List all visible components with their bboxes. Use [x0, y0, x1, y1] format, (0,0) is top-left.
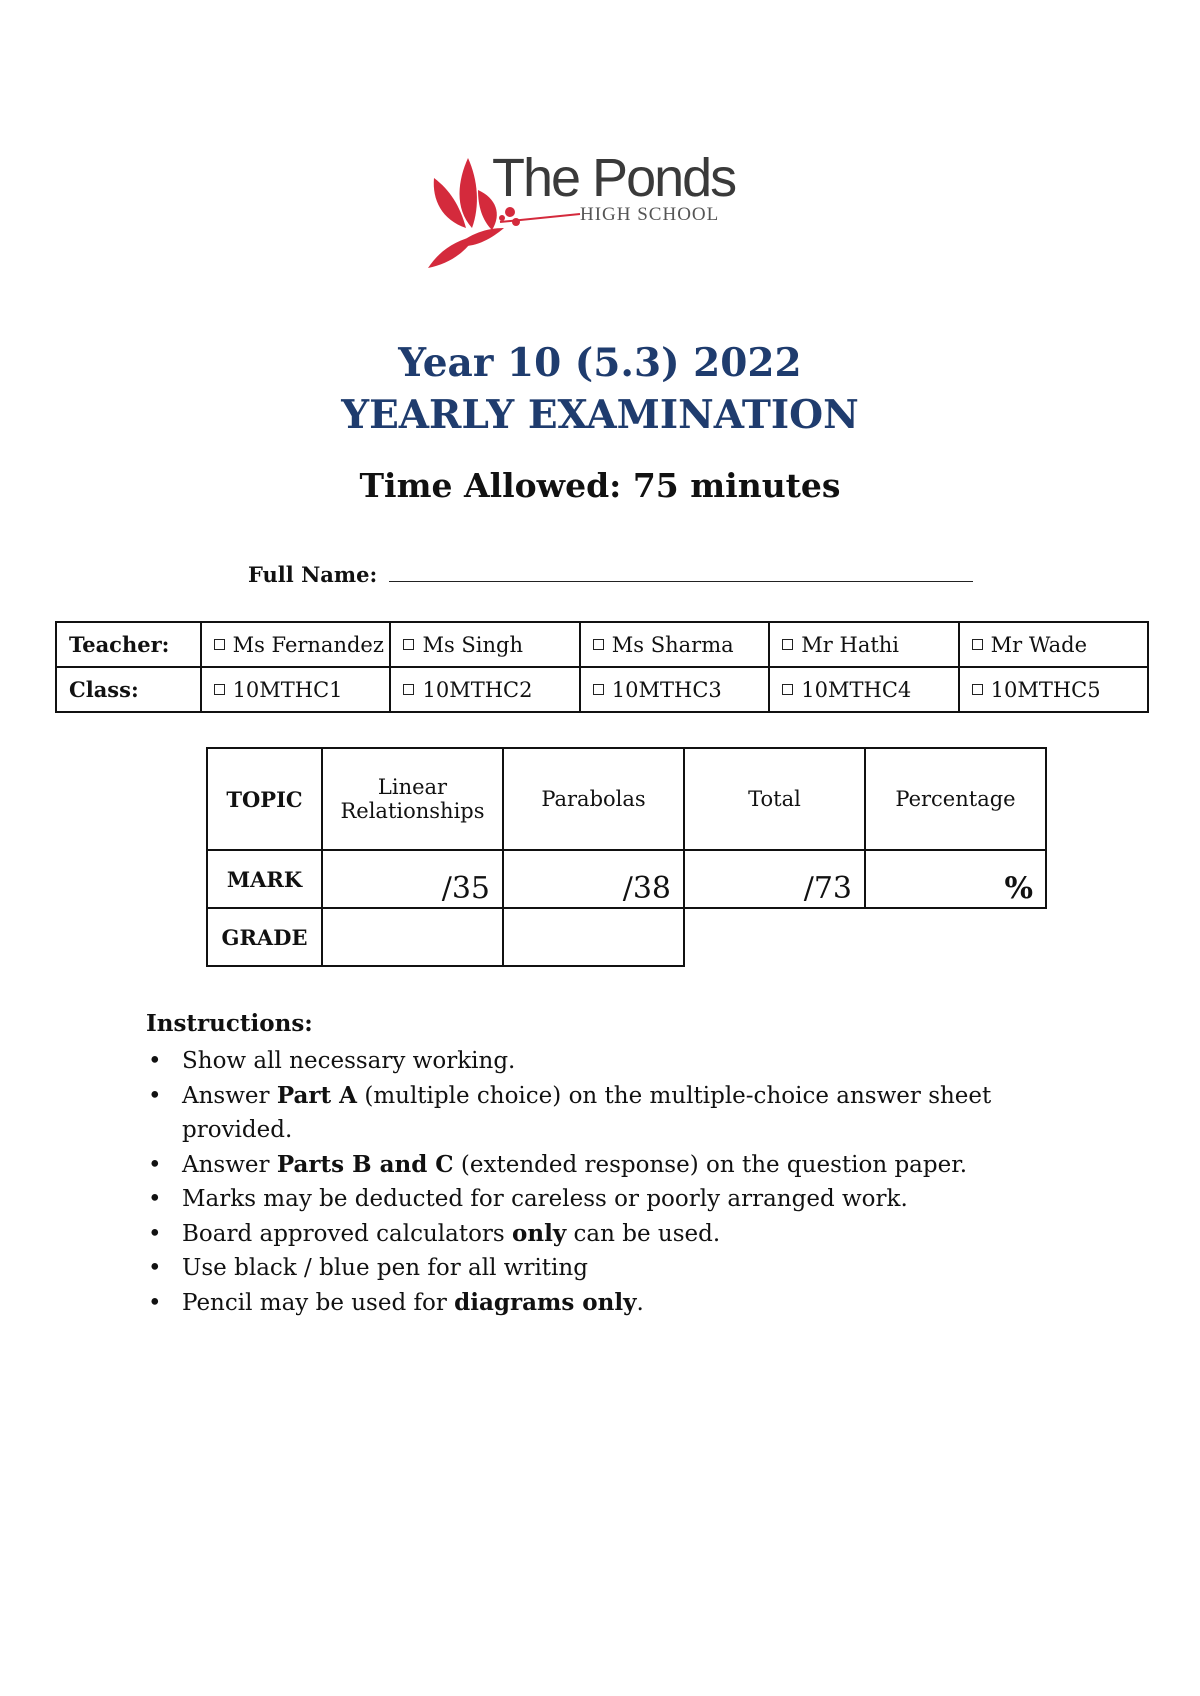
instruction-text: Board approved calculators: [182, 1220, 513, 1247]
grade-header: GRADE: [207, 908, 322, 966]
mark-cell[interactable]: /73: [684, 850, 865, 908]
topic-cell: Percentage: [865, 748, 1046, 850]
class-option[interactable]: [201, 667, 391, 712]
instruction-emphasis: Part A: [276, 1081, 358, 1109]
logo-name: The Ponds: [492, 150, 736, 208]
teacher-option-label: Mr Hathi: [801, 632, 900, 657]
topic-cell: Linear Relationships: [322, 748, 503, 850]
grade-cell[interactable]: [503, 908, 684, 966]
checkbox-icon[interactable]: [403, 684, 414, 695]
teacher-option[interactable]: [769, 622, 958, 667]
instruction-item: [146, 1079, 1046, 1148]
instructions-heading: Instructions:: [146, 1010, 313, 1037]
teacher-class-table: [55, 621, 1149, 713]
exam-year-title: Year 10 (5.3) 2022: [398, 340, 802, 386]
class-option-label: 10MTHC5: [990, 677, 1101, 702]
class-option[interactable]: [390, 667, 579, 712]
school-logo-graphic: [420, 150, 780, 275]
instruction-text: (extended response) on the question paper.: [453, 1151, 968, 1178]
class-option-label: 10MTHC2: [422, 677, 533, 702]
instruction-text: Show all necessary working.: [182, 1048, 516, 1074]
topic-cell: Total: [684, 748, 865, 850]
instruction-item: [146, 1217, 1046, 1252]
class-option[interactable]: [580, 667, 770, 712]
class-label: Class:: [56, 667, 201, 712]
checkbox-icon[interactable]: [972, 684, 983, 695]
time-allowed: Time Allowed: 75 minutes: [359, 466, 841, 505]
checkbox-icon[interactable]: [403, 639, 414, 650]
checkbox-icon[interactable]: [782, 684, 793, 695]
topic-header: TOPIC: [207, 748, 322, 850]
logo-subtitle: HIGH SCHOOL: [580, 204, 720, 225]
checkbox-icon[interactable]: [214, 684, 225, 695]
instruction-item: [146, 1286, 1046, 1321]
class-option-label: 10MTHC3: [611, 677, 722, 702]
teacher-option-label: Ms Singh: [422, 632, 524, 657]
class-option[interactable]: [769, 667, 958, 712]
empty-cell: [865, 908, 1046, 966]
instruction-text: Answer: [182, 1082, 277, 1109]
instruction-item: [146, 1251, 1046, 1286]
class-option[interactable]: [959, 667, 1148, 712]
exam-title: YEARLY EXAMINATION: [341, 392, 859, 438]
instruction-item: [146, 1182, 1046, 1217]
teacher-option-label: Ms Sharma: [611, 632, 734, 657]
checkbox-icon[interactable]: [972, 639, 983, 650]
teacher-option-label: Mr Wade: [990, 632, 1087, 657]
instruction-emphasis: only: [512, 1219, 567, 1247]
mark-cell[interactable]: /38: [503, 850, 684, 908]
full-name-field: [248, 561, 973, 587]
instruction-text: Answer: [182, 1151, 277, 1178]
instruction-text: .: [636, 1289, 644, 1316]
mark-header: MARK: [207, 850, 322, 908]
teacher-option[interactable]: [580, 622, 770, 667]
mark-cell[interactable]: /35: [322, 850, 503, 908]
instruction-text: (multiple choice) on the multiple-choice answer sheet provided.: [182, 1082, 992, 1143]
empty-cell: [684, 908, 865, 966]
checkbox-icon[interactable]: [593, 639, 604, 650]
marks-table: [206, 747, 1047, 967]
teacher-label: Teacher:: [56, 622, 201, 667]
instruction-emphasis: Parts B and C: [276, 1150, 454, 1178]
school-logo: [420, 150, 780, 275]
instruction-text: Pencil may be used for: [182, 1289, 455, 1316]
instruction-text: can be used.: [566, 1220, 721, 1247]
instruction-item: [146, 1044, 1046, 1079]
teacher-option[interactable]: [959, 622, 1148, 667]
grade-cell[interactable]: [322, 908, 503, 966]
teacher-option-label: Ms Fernandez: [232, 632, 384, 657]
topic-cell: Parabolas: [503, 748, 684, 850]
leaf-icon: [428, 236, 476, 268]
checkbox-icon[interactable]: [214, 639, 225, 650]
class-option-label: 10MTHC4: [801, 677, 912, 702]
instructions-list: [146, 1044, 1046, 1320]
teacher-option[interactable]: [390, 622, 579, 667]
checkbox-icon[interactable]: [593, 684, 604, 695]
full-name-label: Full Name:: [248, 562, 378, 587]
instruction-text: Use black / blue pen for all writing: [182, 1255, 588, 1281]
class-option-label: 10MTHC1: [232, 677, 343, 702]
instruction-item: [146, 1148, 1046, 1183]
instruction-text: Marks may be deducted for careless or poorly arranged work.: [182, 1186, 908, 1212]
checkbox-icon[interactable]: [782, 639, 793, 650]
percentage-cell[interactable]: %: [865, 850, 1046, 908]
teacher-option[interactable]: [201, 622, 391, 667]
instruction-emphasis: diagrams only: [454, 1288, 637, 1316]
full-name-input-line[interactable]: [389, 561, 973, 582]
